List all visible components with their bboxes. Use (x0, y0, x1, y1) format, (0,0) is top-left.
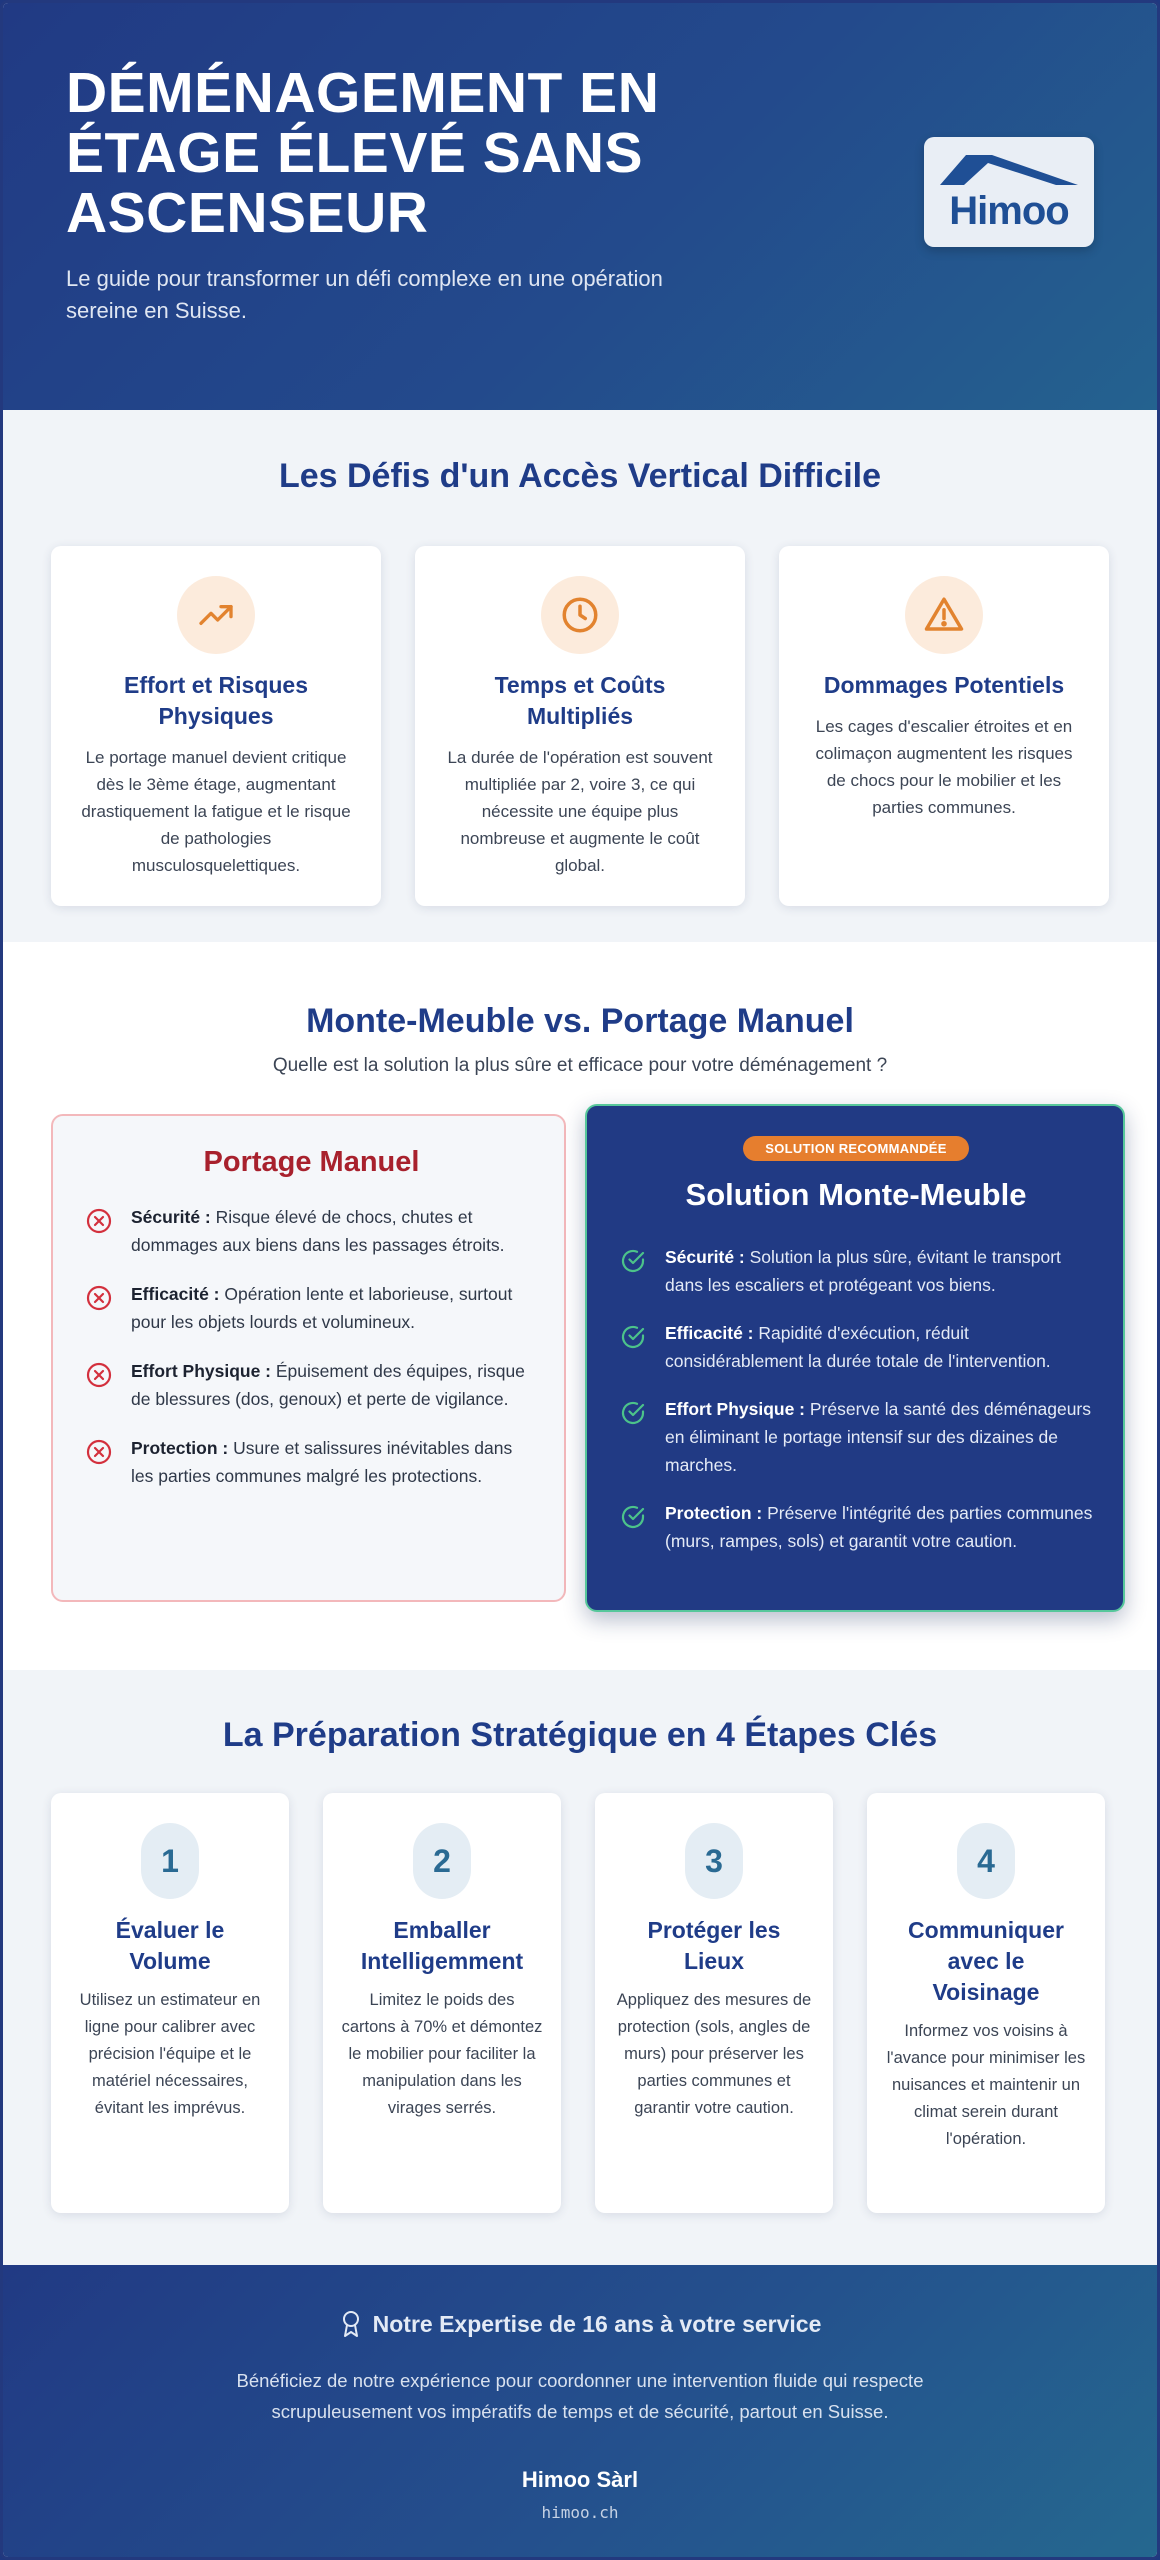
manual-title: Portage Manuel (203, 1146, 420, 1178)
item-description: Préserve l'intégrité des parties communes (murs, rampes, sols) et garantit votre caution. (665, 1503, 1093, 1551)
check-circle-icon (619, 1503, 647, 1531)
footer (3, 2265, 1157, 2560)
comparison-subtitle: Quelle est la solution la plus sûre et efficace pour votre déménagement ? (272, 1055, 888, 1076)
item-description: Usure et salissures inévitables dans les parties communes malgré les protections. (131, 1438, 513, 1486)
item-text (131, 1203, 538, 1259)
step-text: Informez vos voisins à l'avance pour minimiser les nuisances et maintenir un climat serein durant l'opération. (886, 2022, 1086, 2148)
item-text (131, 1434, 538, 1490)
himoo-logo (924, 137, 1094, 247)
step-text: Limitez le poids des cartons à 70% et démontez le mobilier pour faciliter la manipulation dans les virages serrés. (341, 1991, 543, 2117)
item-text (131, 1357, 538, 1413)
recommended-badge: SOLUTION RECOMMANDÉE (743, 1136, 969, 1161)
challenges-title: Les Défis d'un Accès Vertical Difficile (278, 457, 882, 495)
footer-title: Notre Expertise de 16 ans à votre service (372, 2310, 822, 2337)
steps-section (3, 1670, 1157, 2265)
item-text (665, 1395, 1093, 1479)
manual-item (85, 1434, 538, 1490)
monte-meuble-title: Solution Monte-Meuble (685, 1177, 1027, 1212)
item-text (665, 1499, 1093, 1555)
manual-carrying-panel (51, 1114, 566, 1602)
item-description: Préserve la santé des déménageurs en éliminant le portage intensif sur des dizaines de marches. (665, 1399, 1092, 1475)
check-circle-icon (619, 1323, 647, 1351)
manual-list (85, 1203, 538, 1490)
item-label: Efficacité : (665, 1323, 754, 1343)
comparison-section (3, 942, 1157, 1670)
company-domain[interactable]: himoo.ch (541, 2503, 619, 2522)
step-number: 2 (413, 1823, 471, 1899)
step-card (51, 1793, 289, 2213)
challenge-card (51, 546, 381, 906)
step-card (867, 1793, 1105, 2213)
item-label: Effort Physique : (665, 1399, 806, 1419)
step-text: Utilisez un estimateur en ligne pour calibrer avec précision l'équipe et le matériel nécessaires, évitant les imprévus. (79, 1991, 261, 2117)
item-label: Protection : (665, 1503, 763, 1523)
step-title: Communiquer avec le Voisinage (908, 1917, 1064, 2005)
manual-item (85, 1357, 538, 1413)
check-circle-icon (619, 1247, 647, 1275)
monte-meuble-item (619, 1319, 1093, 1375)
item-label: Sécurité : (131, 1207, 211, 1227)
house-roof-icon (936, 151, 1082, 191)
footer-description: Bénéficiez de notre expérience pour coordonner une intervention fluide qui respecte scrupuleusement vos impératifs de temps et de sécurité, partout en Suisse. (236, 2370, 924, 2422)
page-subtitle: Le guide pour transformer un défi complexe en une opération sereine en Suisse. (66, 266, 663, 323)
challenge-card (415, 546, 745, 906)
x-circle-icon (85, 1207, 113, 1235)
footer-title-row (339, 2310, 822, 2338)
comparison-title: Monte-Meuble vs. Portage Manuel (306, 1002, 854, 1040)
item-label: Efficacité : (131, 1284, 220, 1304)
warning-triangle-icon (905, 576, 983, 654)
manual-item (85, 1203, 538, 1259)
clock-icon (541, 576, 619, 654)
step-number: 1 (141, 1823, 199, 1899)
challenge-card (779, 546, 1109, 906)
item-text (131, 1280, 538, 1336)
challenge-text: Les cages d'escalier étroites et en colimaçon augmentent les risques de chocs pour le mobilier et les parties communes. (815, 717, 1073, 817)
step-title: Évaluer le Volume (115, 1917, 225, 1974)
logo-text: Himoo (949, 189, 1069, 233)
step-number: 3 (685, 1823, 743, 1899)
step-title: Protéger les Lieux (647, 1917, 781, 1974)
monte-meuble-item (619, 1395, 1093, 1479)
monte-meuble-list (619, 1243, 1093, 1555)
item-description: Risque élevé de chocs, chutes et dommages aux biens dans les passages étroits. (131, 1207, 505, 1255)
monte-meuble-item (619, 1243, 1093, 1299)
step-number: 4 (957, 1823, 1015, 1899)
page-title: DÉMÉNAGEMENT EN ÉTAGE ÉLEVÉ SANS ASCENSEUR (66, 61, 660, 245)
x-circle-icon (85, 1438, 113, 1466)
x-circle-icon (85, 1284, 113, 1312)
manual-item (85, 1280, 538, 1336)
item-description: Rapidité d'exécution, réduit considérablement la durée totale de l'intervention. (665, 1323, 1051, 1371)
item-description: Solution la plus sûre, évitant le transport dans les escaliers et protégeant vos biens. (665, 1247, 1061, 1295)
step-text: Appliquez des mesures de protection (sols, angles de murs) pour préserver les parties communes et garantir votre caution. (616, 1991, 812, 2117)
step-card (323, 1793, 561, 2213)
award-ribbon-icon (339, 2310, 363, 2338)
check-circle-icon (619, 1399, 647, 1427)
step-card (595, 1793, 833, 2213)
monte-meuble-item (619, 1499, 1093, 1555)
challenges-section (3, 410, 1157, 942)
item-label: Sécurité : (665, 1247, 745, 1267)
challenge-text: Le portage manuel devient critique dès le 3ème étage, augmentant drastiquement la fatigue et le risque de pathologies musculosquelettiques. (81, 748, 351, 875)
challenge-text: La durée de l'opération est souvent multipliée par 2, voire 3, ce qui nécessite une équipe plus nombreuse et augmente le coût global. (447, 748, 713, 875)
challenge-cards (3, 546, 1157, 906)
item-text (665, 1243, 1093, 1299)
trending-up-icon (177, 576, 255, 654)
challenge-title: Dommages Potentiels (823, 672, 1065, 698)
item-text (665, 1319, 1093, 1375)
steps-title: La Préparation Stratégique en 4 Étapes Clés (222, 1716, 938, 1754)
item-description: Épuisement des équipes, risque de blessures (dos, genoux) et perte de vigilance. (131, 1361, 525, 1409)
company-name: Himoo Sàrl (521, 2467, 639, 2492)
header (3, 3, 1157, 410)
item-description: Opération lente et laborieuse, surtout pour les objets lourds et volumineux. (131, 1284, 513, 1332)
challenge-title: Temps et Coûts Multipliés (494, 672, 666, 729)
monte-meuble-panel (585, 1104, 1125, 1612)
item-label: Protection : (131, 1438, 229, 1458)
item-label: Effort Physique : (131, 1361, 272, 1381)
challenge-title: Effort et Risques Physiques (123, 672, 309, 729)
x-circle-icon (85, 1361, 113, 1389)
step-title: Emballer Intelligemment (360, 1917, 524, 1974)
